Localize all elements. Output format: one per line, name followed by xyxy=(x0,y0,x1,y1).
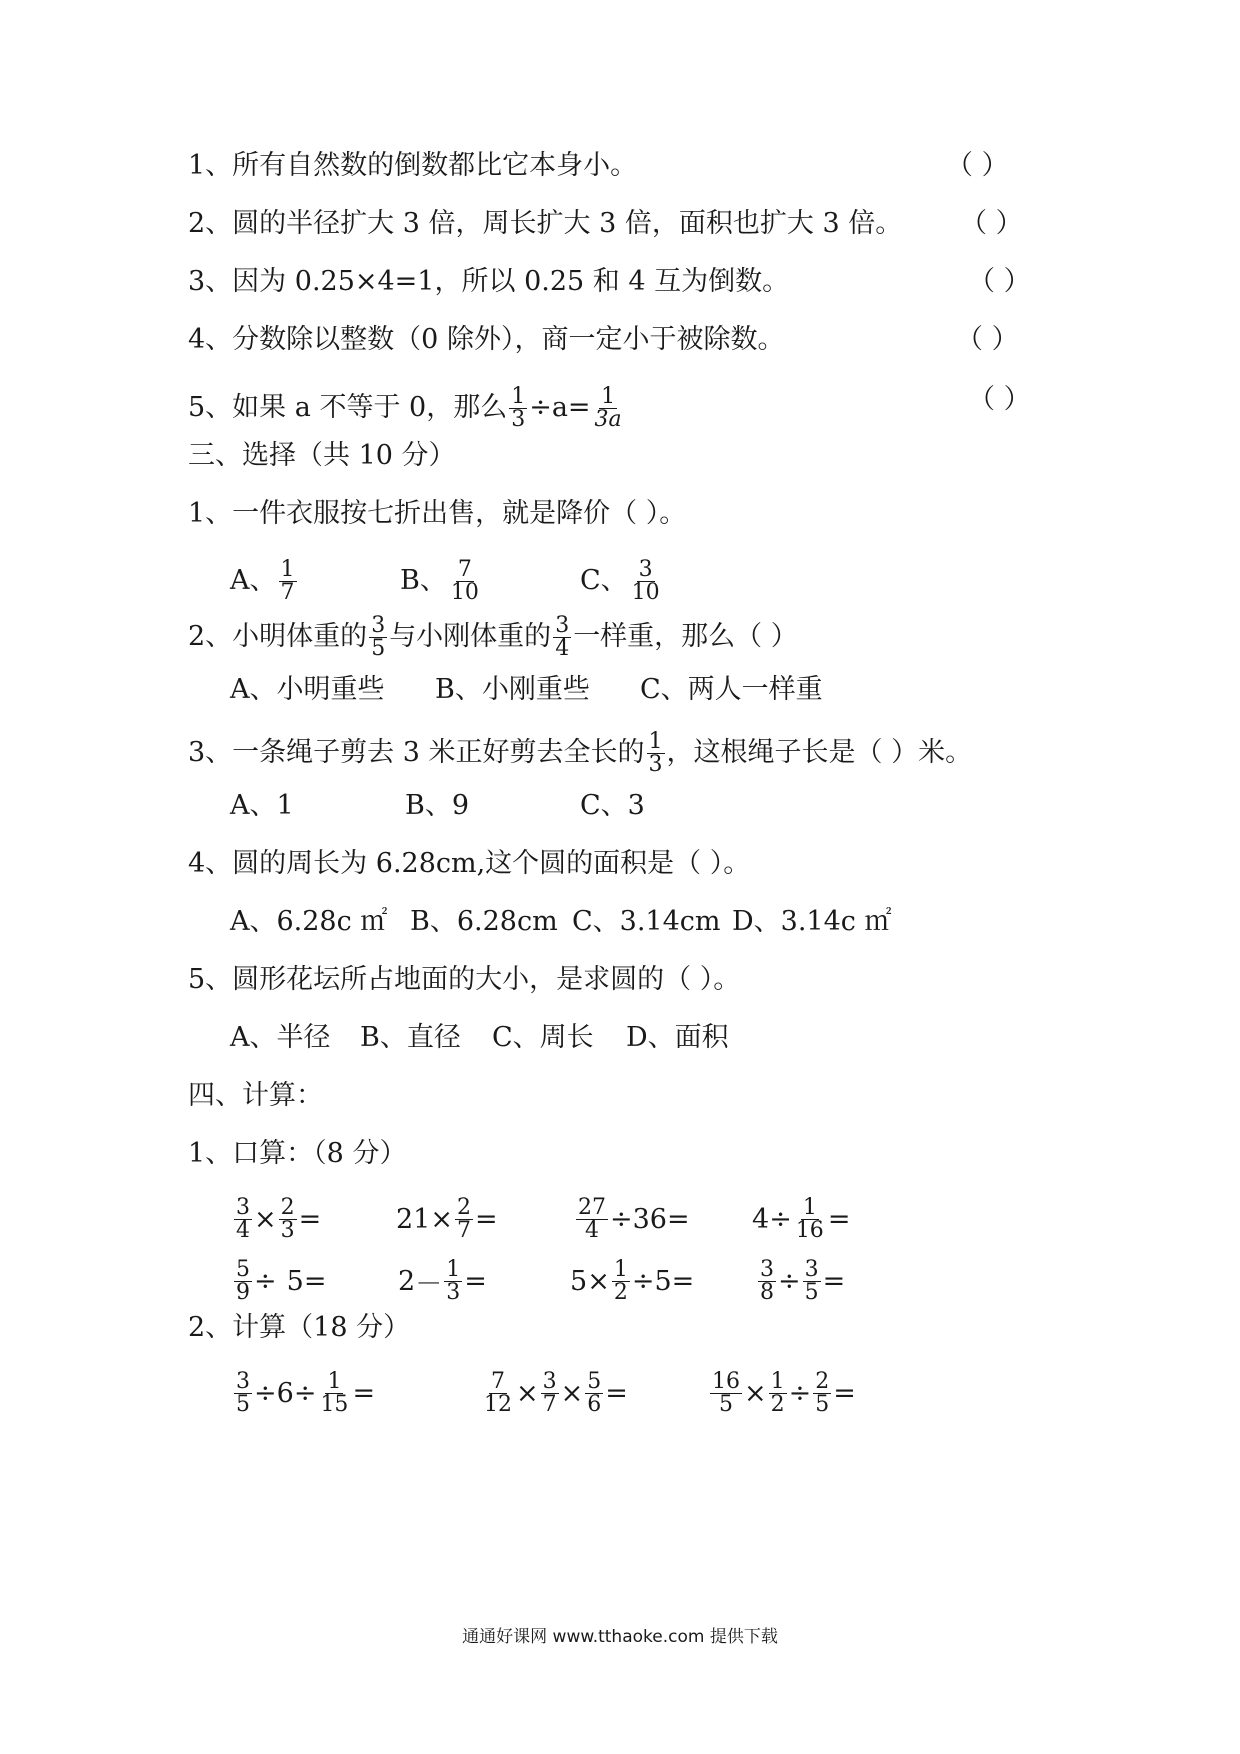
answer-blank-1[interactable]: （ ） xyxy=(946,150,1009,181)
fraction xyxy=(585,1368,603,1417)
page-footer: 通通好课网 www.tthaoke.com 提供下载 xyxy=(462,1627,778,1647)
fraction xyxy=(234,1368,252,1417)
choice-5-option-d[interactable]: D、面积 xyxy=(626,1022,729,1053)
numerator: 1 xyxy=(280,556,295,582)
denominator: 3a xyxy=(594,406,622,432)
section-4-title: 四、计算： xyxy=(188,1080,323,1111)
denominator: 4 xyxy=(236,1217,250,1243)
fraction xyxy=(647,728,665,777)
choice-3-option-b[interactable]: B、9 xyxy=(405,790,470,821)
choice-5-option-a[interactable]: A、半径 xyxy=(230,1022,331,1053)
numerator: 1 xyxy=(511,383,526,409)
whole-number: 5 xyxy=(654,1265,672,1297)
oral-item-4 xyxy=(752,1186,850,1252)
choice-question-2 xyxy=(188,604,798,670)
q2-part-2: 与小刚体重的 xyxy=(389,621,552,652)
oral-item-5 xyxy=(232,1248,326,1314)
oral-calc-title: 1、口算：（8 分） xyxy=(188,1138,407,1169)
whole-number: 36 xyxy=(632,1203,667,1235)
choice-question-4: 4、圆的周长为 6.28cm,这个圆的面积是（ ）。 xyxy=(188,848,751,879)
numerator: 3 xyxy=(371,612,386,638)
fraction xyxy=(369,612,387,661)
numerator: 16 xyxy=(712,1368,740,1394)
denominator: 8 xyxy=(760,1279,774,1305)
fraction xyxy=(813,1368,831,1417)
equals-sign: = xyxy=(464,1265,487,1297)
numerator: 1 xyxy=(601,383,616,409)
denominator: 5 xyxy=(804,1279,819,1305)
equals-sign: = xyxy=(833,1377,856,1409)
calc-item-1 xyxy=(232,1360,375,1426)
equals-sign: = xyxy=(666,1203,690,1235)
numerator: 3 xyxy=(760,1256,774,1282)
denominator: 6 xyxy=(587,1391,602,1417)
divide-sign: ÷ xyxy=(769,1203,792,1235)
whole-number: 2 xyxy=(398,1265,416,1297)
numerator: 3 xyxy=(542,1368,557,1394)
minus-sign: － xyxy=(415,1268,443,1300)
oral-item-7 xyxy=(570,1248,694,1314)
section-3-title: 三、选择（共 10 分） xyxy=(188,440,456,471)
divide-sign: ÷ xyxy=(778,1265,801,1297)
choice-2-option-c[interactable]: C、两人一样重 xyxy=(640,674,823,705)
numerator: 7 xyxy=(491,1368,505,1394)
choice-3-option-c[interactable]: C、3 xyxy=(580,790,645,821)
denominator: 7 xyxy=(456,1217,471,1243)
fraction xyxy=(455,1194,473,1243)
whole-number: 6 xyxy=(276,1377,294,1409)
denominator: 7 xyxy=(280,579,295,605)
fraction xyxy=(279,556,297,605)
choice-question-3 xyxy=(188,720,972,786)
choice-5-option-b[interactable]: B、直径 xyxy=(360,1022,461,1053)
whole-number: 5 xyxy=(570,1265,588,1297)
denominator: 4 xyxy=(585,1217,599,1243)
fraction xyxy=(234,1256,252,1305)
numerator: 2 xyxy=(815,1368,830,1394)
denominator: 7 xyxy=(542,1391,557,1417)
denominator: 3 xyxy=(280,1217,295,1243)
fraction xyxy=(630,556,662,605)
denominator: 9 xyxy=(236,1279,250,1305)
numerator: 1 xyxy=(613,1256,628,1282)
choice-5-option-c[interactable]: C、周长 xyxy=(492,1022,594,1053)
numerator: 1 xyxy=(648,728,663,754)
equals-sign: = xyxy=(822,1265,846,1297)
denominator: 15 xyxy=(320,1391,349,1417)
fraction xyxy=(794,1194,826,1243)
judge-question-3: 3、因为 0.25×4=1，所以 0.25 和 4 互为倒数。 xyxy=(188,266,790,297)
equals-sign: = xyxy=(352,1377,376,1409)
option-label: B、 xyxy=(400,565,447,596)
oral-item-8 xyxy=(756,1248,845,1314)
whole-number: 5 xyxy=(286,1265,304,1297)
numerator: 1 xyxy=(770,1368,785,1394)
equals-sign: = xyxy=(827,1203,851,1235)
denominator: 10 xyxy=(450,579,479,605)
numerator: 1 xyxy=(802,1194,817,1220)
choice-4-option-a[interactable]: A、6.28c ㎡ xyxy=(230,906,388,937)
divide-sign: ÷ xyxy=(631,1265,655,1297)
denominator: 5 xyxy=(371,635,386,661)
times-sign: × xyxy=(430,1203,453,1235)
denominator: 5 xyxy=(236,1391,250,1417)
choice-3-option-a[interactable]: A、1 xyxy=(230,790,294,821)
option-label: C、 xyxy=(580,565,628,596)
denominator: 3 xyxy=(511,406,526,432)
q2-part-1: 2、小明体重的 xyxy=(188,621,368,652)
fraction xyxy=(482,1368,514,1417)
denominator: 12 xyxy=(484,1391,512,1417)
fraction xyxy=(758,1256,776,1305)
numerator: 5 xyxy=(236,1256,250,1282)
fraction xyxy=(279,1194,297,1243)
denominator: 5 xyxy=(815,1391,830,1417)
numerator: 3 xyxy=(555,612,570,638)
answer-blank-5[interactable]: （ ） xyxy=(968,384,1031,415)
times-sign: × xyxy=(744,1377,767,1409)
denominator: 3 xyxy=(648,751,663,777)
equals-sign: = xyxy=(303,1265,327,1297)
answer-blank-4[interactable]: （ ） xyxy=(956,324,1019,355)
equals-sign: = xyxy=(474,1203,498,1235)
whole-number: 21 xyxy=(396,1203,431,1235)
numerator: 7 xyxy=(457,556,472,582)
choice-2-option-b[interactable]: B、小刚重些 xyxy=(435,674,590,705)
numerator: 1 xyxy=(446,1256,461,1282)
equals-sign: = xyxy=(298,1203,322,1235)
choice-question-5: 5、圆形花坛所占地面的大小，是求圆的（ ）。 xyxy=(188,964,741,995)
numerator: 3 xyxy=(236,1194,250,1220)
oral-item-2 xyxy=(396,1186,498,1252)
numerator: 5 xyxy=(587,1368,602,1394)
divide-sign: ÷ xyxy=(254,1265,277,1297)
calc-item-2 xyxy=(480,1360,628,1426)
denominator: 3 xyxy=(446,1279,461,1305)
q5-prefix: 5、如果 a 不等于 0，那么 xyxy=(188,392,508,423)
fraction xyxy=(769,1368,787,1417)
times-sign: × xyxy=(516,1377,539,1409)
choice-2-option-a[interactable]: A、小明重些 xyxy=(230,674,385,705)
denominator: 2 xyxy=(613,1279,628,1305)
equals-sign: = xyxy=(605,1377,628,1409)
fraction xyxy=(541,1368,559,1417)
answer-blank-2[interactable]: （ ） xyxy=(960,208,1023,239)
answer-blank-3[interactable]: （ ） xyxy=(968,266,1031,297)
choice-question-1: 1、一件衣服按七折出售，就是降价（ ）。 xyxy=(188,498,687,529)
divide-sign: ÷ xyxy=(293,1377,317,1409)
fraction xyxy=(553,612,571,661)
denominator: 16 xyxy=(795,1217,824,1243)
denominator: 2 xyxy=(770,1391,785,1417)
numerator: 2 xyxy=(456,1194,471,1220)
numerator: 3 xyxy=(804,1256,819,1282)
whole-number: 4 xyxy=(752,1203,770,1235)
numerator: 3 xyxy=(638,556,653,582)
option-label: A、 xyxy=(230,565,277,596)
times-sign: × xyxy=(560,1377,584,1409)
numerator: 1 xyxy=(327,1368,342,1394)
calc-title: 2、计算（18 分） xyxy=(188,1312,411,1343)
times-sign: × xyxy=(254,1203,277,1235)
oral-item-3 xyxy=(574,1186,690,1252)
fraction xyxy=(509,383,527,432)
divide-sign: ÷ xyxy=(788,1377,812,1409)
q2-part-3: 一样重，那么（ ） xyxy=(573,621,798,652)
fraction xyxy=(710,1368,742,1417)
fraction xyxy=(444,1256,462,1305)
fraction xyxy=(612,1256,630,1305)
equals-sign: = xyxy=(671,1265,695,1297)
q5-mid: ÷a= xyxy=(529,392,591,423)
numerator: 2 xyxy=(280,1194,295,1220)
fraction xyxy=(449,556,481,605)
judge-question-1: 1、所有自然数的倒数都比它本身小。 xyxy=(188,150,638,181)
choice-4-option-c[interactable]: C、3.14cm xyxy=(572,906,721,937)
times-sign: × xyxy=(587,1265,610,1297)
denominator: 4 xyxy=(555,635,570,661)
numerator: 3 xyxy=(236,1368,250,1394)
fraction xyxy=(576,1194,608,1243)
choice-4-option-d[interactable]: D、3.14c ㎡ xyxy=(732,906,892,937)
divide-sign: ÷ xyxy=(254,1377,277,1409)
denominator: 5 xyxy=(719,1391,733,1417)
oral-item-6 xyxy=(398,1248,487,1314)
choice-4-option-b[interactable]: B、6.28cm xyxy=(410,906,558,937)
judge-question-4: 4、分数除以整数（0 除外），商一定小于被除数。 xyxy=(188,324,785,355)
calc-item-3 xyxy=(708,1360,856,1426)
fraction xyxy=(318,1368,350,1417)
fraction xyxy=(593,383,624,432)
q3-part-2: ，这根绳子长是（ ）米。 xyxy=(666,737,973,768)
oral-item-1 xyxy=(232,1186,321,1252)
judge-question-2: 2、圆的半径扩大 3 倍，周长扩大 3 倍，面积也扩大 3 倍。 xyxy=(188,208,903,239)
judge-question-5 xyxy=(188,374,626,442)
q3-part-1: 3、一条绳子剪去 3 米正好剪去全长的 xyxy=(188,737,645,768)
denominator: 10 xyxy=(631,579,660,605)
numerator: 27 xyxy=(578,1194,606,1220)
divide-sign: ÷ xyxy=(610,1203,633,1235)
fraction xyxy=(234,1194,252,1243)
fraction xyxy=(803,1256,821,1305)
